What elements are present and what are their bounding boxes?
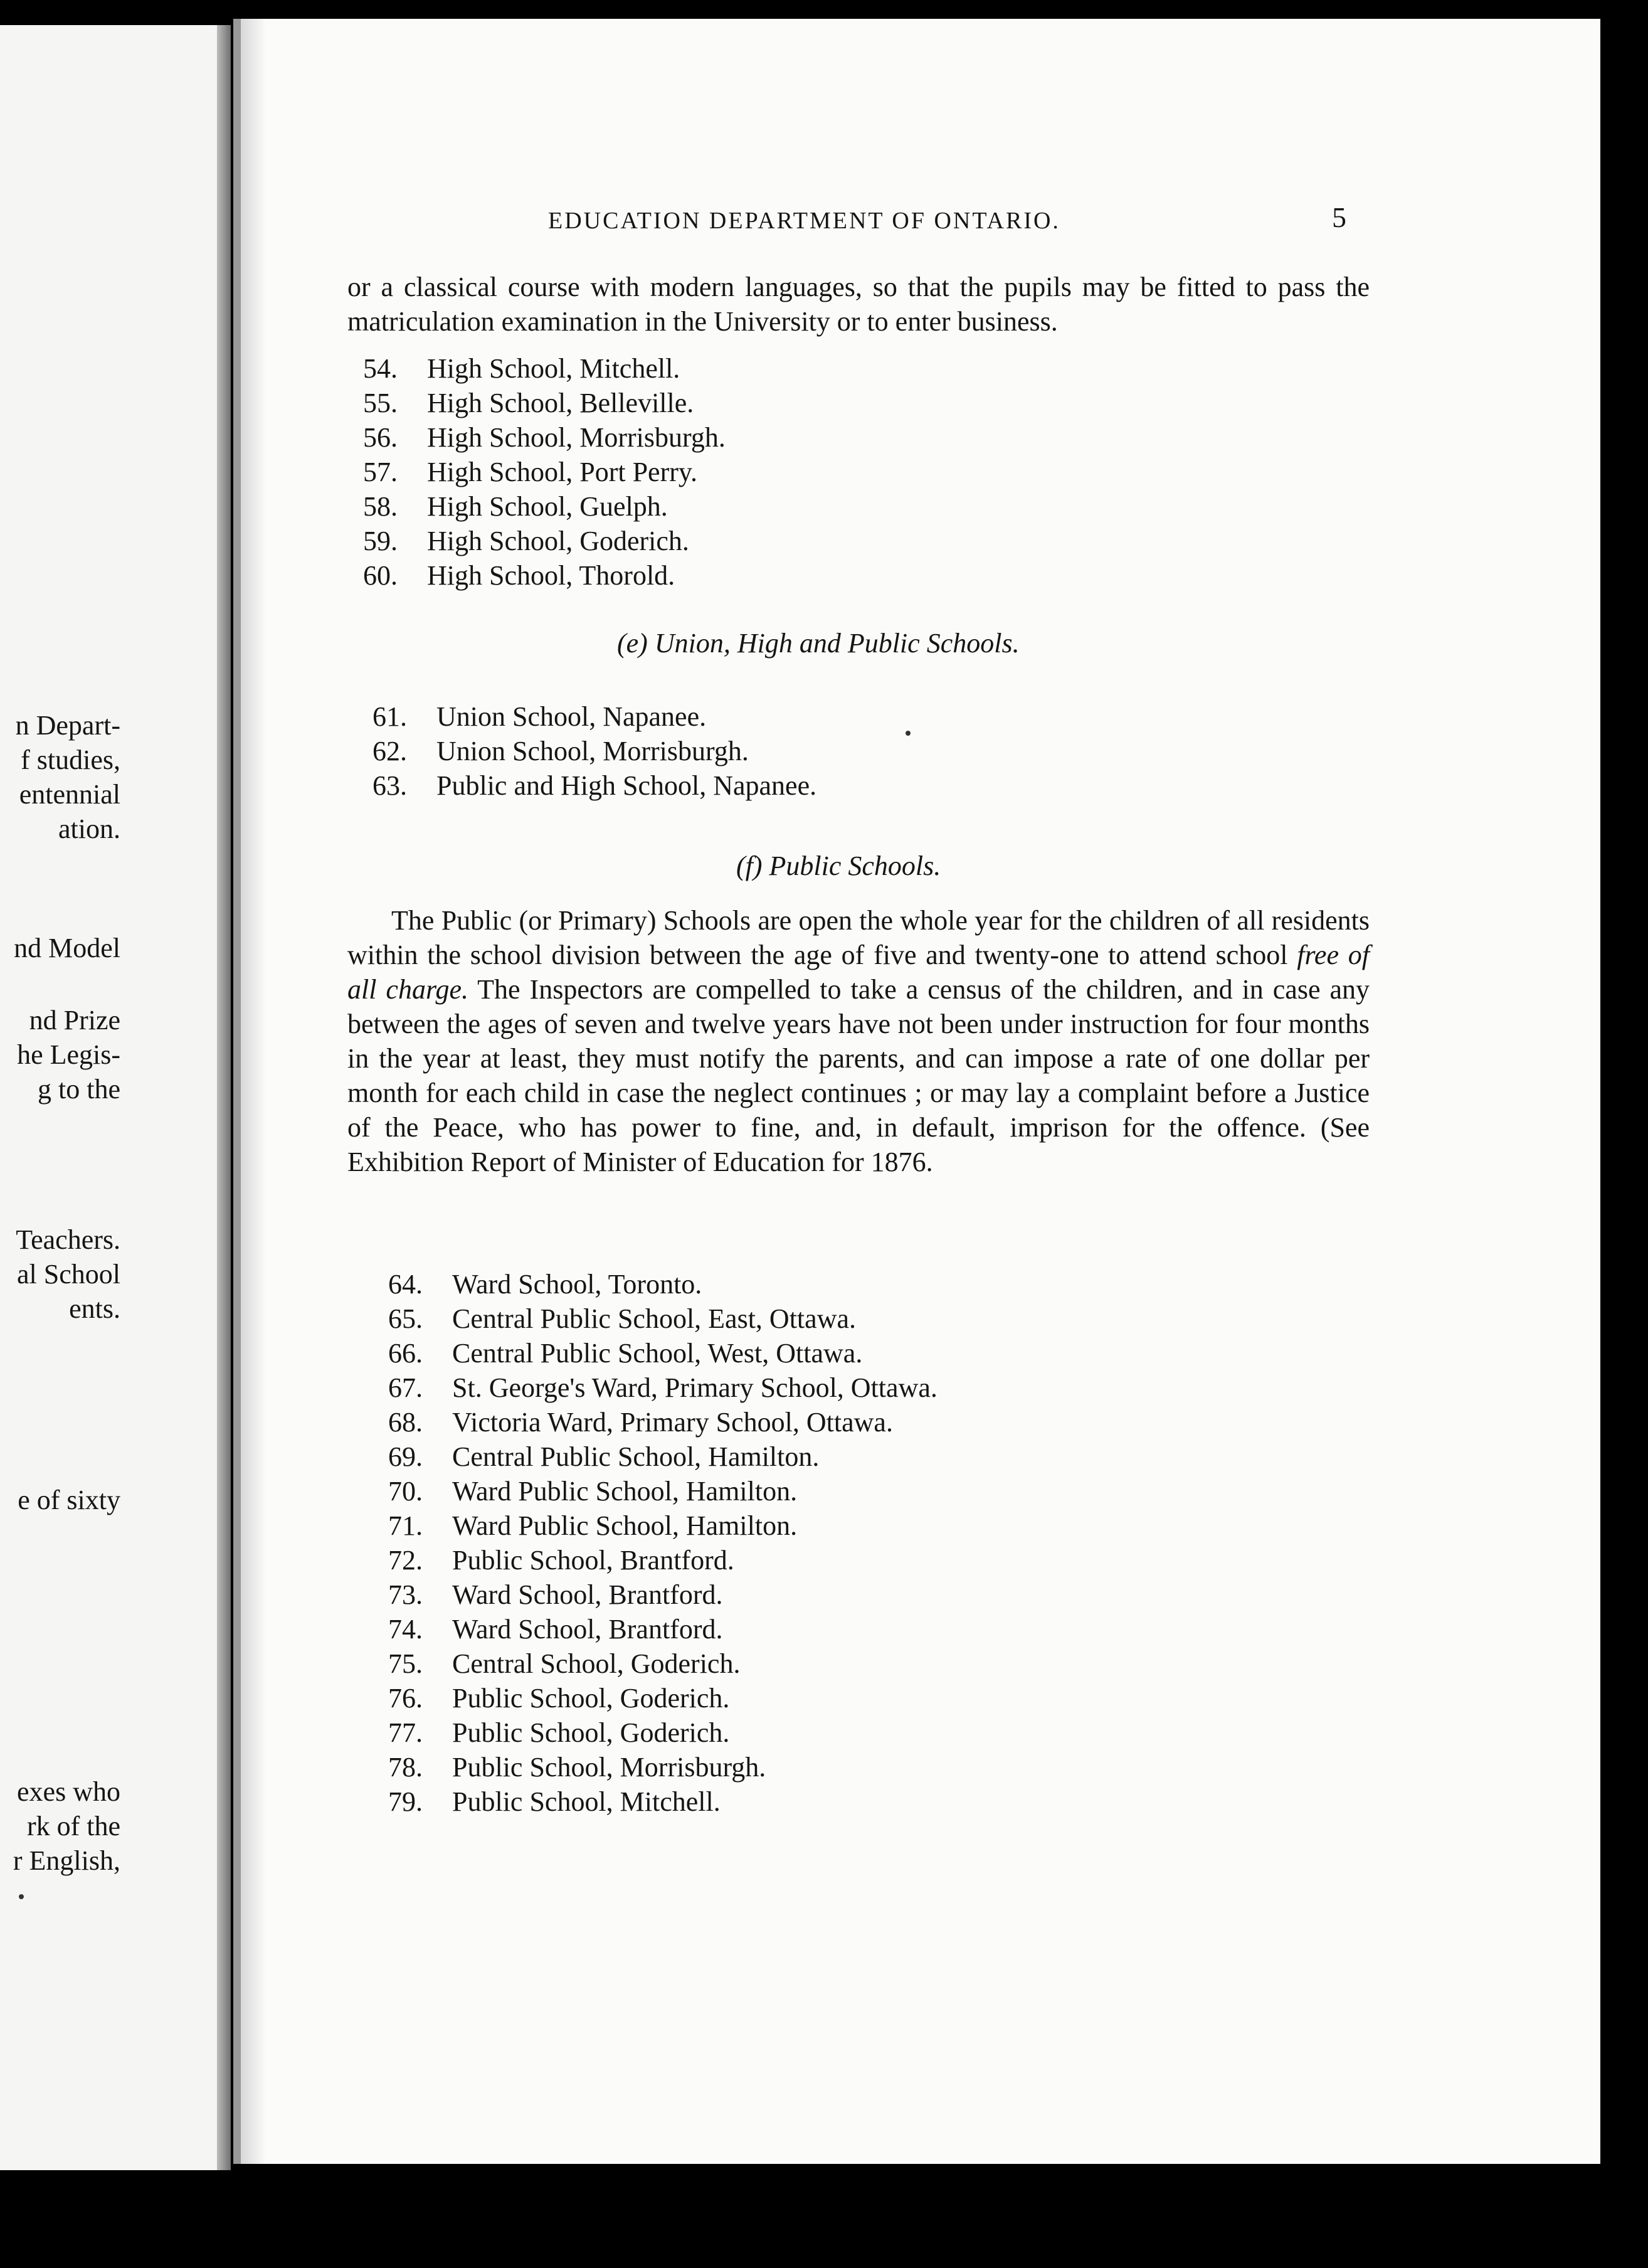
facing-page-text-line: Teachers. bbox=[16, 1224, 120, 1255]
union-school-list bbox=[372, 699, 816, 803]
list-item bbox=[372, 734, 816, 768]
list-item bbox=[372, 699, 816, 734]
list-item bbox=[363, 420, 726, 455]
list-item bbox=[363, 524, 726, 558]
list-item bbox=[388, 1543, 938, 1577]
item-text: High School, Belleville. bbox=[427, 388, 694, 418]
facing-page-text-line: ation. bbox=[58, 813, 120, 844]
intro-paragraph: or a classical course with modern languages, so that the pupils may be fitted to pass the matriculation examination in the University or to enter business. bbox=[347, 272, 1370, 337]
paragraph-text: The Public (or Primary) Schools are open the whole year for the children of all residents within the school division between the age of five and twenty-one to attend school bbox=[347, 905, 1370, 970]
item-text: Public School, Mitchell. bbox=[452, 1786, 721, 1817]
item-number: 78. bbox=[388, 1752, 423, 1783]
facing-page-text-line: he Legis- bbox=[17, 1039, 120, 1070]
item-number: 66. bbox=[388, 1338, 423, 1369]
item-text: St. George's Ward, Primary School, Ottawa. bbox=[452, 1372, 938, 1403]
item-text: Ward School, Toronto. bbox=[452, 1269, 702, 1300]
item-text: High School, Morrisburgh. bbox=[427, 422, 726, 453]
document-page bbox=[233, 19, 1600, 2164]
ink-speck bbox=[19, 1894, 24, 1899]
list-item bbox=[363, 558, 726, 593]
item-text: High School, Goderich. bbox=[427, 526, 689, 556]
item-text: Victoria Ward, Primary School, Ottawa. bbox=[452, 1407, 893, 1438]
facing-page-text-line: r English, bbox=[13, 1845, 120, 1876]
public-school-list bbox=[388, 1267, 938, 1819]
item-text: Ward Public School, Hamilton. bbox=[452, 1510, 798, 1541]
item-number: 72. bbox=[388, 1545, 423, 1576]
facing-page-text-line: e of sixty bbox=[18, 1485, 120, 1515]
page-number: 5 bbox=[1332, 201, 1346, 233]
list-item bbox=[388, 1612, 938, 1646]
facing-page bbox=[0, 25, 231, 2170]
item-number: 73. bbox=[388, 1579, 423, 1610]
list-item bbox=[388, 1508, 938, 1543]
item-number: 68. bbox=[388, 1407, 423, 1438]
item-number: 75. bbox=[388, 1648, 423, 1679]
item-text: Public School, Brantford. bbox=[452, 1545, 734, 1576]
item-text: Union School, Morrisburgh. bbox=[436, 736, 749, 766]
item-number: 59. bbox=[363, 526, 398, 556]
facing-page-text-line: entennial bbox=[19, 779, 120, 810]
item-number: 76. bbox=[388, 1683, 423, 1714]
list-item bbox=[388, 1439, 938, 1474]
item-number: 64. bbox=[388, 1269, 423, 1300]
list-item bbox=[363, 489, 726, 524]
facing-page-gutter bbox=[217, 25, 231, 2170]
item-number: 60. bbox=[363, 560, 398, 591]
item-text: Central Public School, East, Ottawa. bbox=[452, 1303, 856, 1334]
item-number: 61. bbox=[372, 701, 407, 732]
item-text: High School, Thorold. bbox=[427, 560, 675, 591]
facing-page-text-line: al School bbox=[17, 1259, 120, 1290]
item-text: Union School, Napanee. bbox=[436, 701, 707, 732]
item-text: Public School, Goderich. bbox=[452, 1717, 730, 1748]
list-item bbox=[372, 768, 816, 803]
list-item bbox=[388, 1336, 938, 1370]
item-text: Ward School, Brantford. bbox=[452, 1579, 723, 1610]
item-number: 58. bbox=[363, 491, 398, 522]
list-item bbox=[363, 351, 726, 386]
list-item bbox=[388, 1715, 938, 1750]
list-item bbox=[388, 1750, 938, 1784]
item-number: 62. bbox=[372, 736, 407, 766]
list-item bbox=[363, 386, 726, 420]
paragraph-text: The Inspectors are compelled to take a census of the children, and in case any between the ages of seven and twelve years have not been under instruction for four months in the year at least, they must notify the parents, and can impose a rate of one dollar per month for each child in case the neglect continues ; or may lay a complaint before a Justice of the Peace, who has power to fine, and, in default, imprison for the offence. (See Exhibition Report of Minister of Education for 1876. bbox=[347, 974, 1370, 1177]
item-text: Public and High School, Napanee. bbox=[436, 770, 817, 801]
facing-page-text-line: rk of the bbox=[26, 1811, 120, 1841]
list-item bbox=[388, 1267, 938, 1301]
item-number: 74. bbox=[388, 1614, 423, 1645]
item-number: 56. bbox=[363, 422, 398, 453]
facing-page-text-line: ents. bbox=[69, 1293, 120, 1324]
item-number: 55. bbox=[363, 388, 398, 418]
list-item bbox=[388, 1646, 938, 1681]
running-head: EDUCATION DEPARTMENT OF ONTARIO. bbox=[548, 208, 1060, 234]
item-number: 79. bbox=[388, 1786, 423, 1817]
list-item bbox=[363, 455, 726, 489]
ink-speck bbox=[906, 731, 911, 736]
item-text: Ward Public School, Hamilton. bbox=[452, 1476, 798, 1507]
item-text: High School, Mitchell. bbox=[427, 353, 680, 384]
facing-page-text-line: nd Model bbox=[14, 933, 120, 963]
item-text: Central Public School, West, Ottawa. bbox=[452, 1338, 863, 1369]
item-text: Public School, Morrisburgh. bbox=[452, 1752, 766, 1783]
item-number: 77. bbox=[388, 1717, 423, 1748]
paragraph-emphasis: free of all charge. bbox=[347, 940, 1370, 1005]
item-number: 63. bbox=[372, 770, 407, 801]
item-text: Central School, Goderich. bbox=[452, 1648, 741, 1679]
item-number: 65. bbox=[388, 1303, 423, 1334]
facing-page-text-line: g to the bbox=[38, 1074, 120, 1105]
page-gutter-shadow bbox=[241, 19, 266, 2164]
section-f-heading: (f) Public Schools. bbox=[736, 850, 941, 881]
facing-page-text-line: f studies, bbox=[21, 745, 120, 775]
item-text: Ward School, Brantford. bbox=[452, 1614, 723, 1645]
facing-page-text-line: exes who bbox=[17, 1776, 120, 1807]
public-schools-paragraph bbox=[347, 903, 1370, 1179]
list-item bbox=[388, 1577, 938, 1612]
item-number: 71. bbox=[388, 1510, 423, 1541]
list-item bbox=[388, 1784, 938, 1819]
item-text: Public School, Goderich. bbox=[452, 1683, 730, 1714]
list-item bbox=[388, 1370, 938, 1405]
item-text: High School, Guelph. bbox=[427, 491, 668, 522]
high-school-list bbox=[363, 351, 726, 593]
item-number: 70. bbox=[388, 1476, 423, 1507]
item-number: 54. bbox=[363, 353, 398, 384]
list-item bbox=[388, 1301, 938, 1336]
item-number: 67. bbox=[388, 1372, 423, 1403]
list-item bbox=[388, 1474, 938, 1508]
facing-page-text-line: n Depart- bbox=[15, 710, 120, 741]
section-e-heading: (e) Union, High and Public Schools. bbox=[617, 628, 1020, 659]
item-text: High School, Port Perry. bbox=[427, 457, 698, 487]
list-item bbox=[388, 1405, 938, 1439]
facing-page-text-line: nd Prize bbox=[29, 1005, 120, 1036]
list-item bbox=[388, 1681, 938, 1715]
item-number: 69. bbox=[388, 1441, 423, 1472]
item-number: 57. bbox=[363, 457, 398, 487]
item-text: Central Public School, Hamilton. bbox=[452, 1441, 820, 1472]
